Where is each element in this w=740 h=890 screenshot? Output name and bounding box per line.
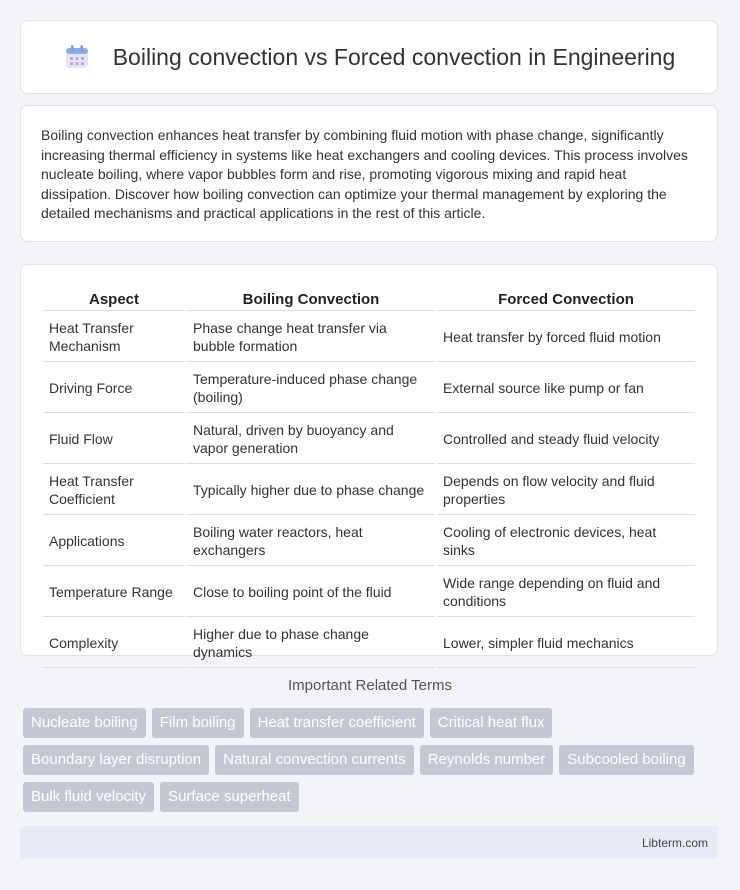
comparison-table [41, 285, 697, 670]
table-cell: Wide range depending on fluid and conditions [437, 568, 695, 617]
column-header: Forced Convection [437, 287, 695, 311]
table-cell: Phase change heat transfer via bubble formation [187, 313, 435, 362]
table-cell: Driving Force [43, 364, 185, 413]
header-card [20, 20, 718, 94]
related-term-tag[interactable]: Nucleate boiling [23, 708, 146, 738]
calendar-icon [63, 43, 91, 71]
intro-text: Boiling convection enhances heat transfer by combining fluid motion with phase change, significantly increasing thermal efficiency in systems like heat exchangers and cooling devices. This process involves nucleate boiling, where vapor bubbles form and rise, promoting vigorous mixing and rapid heat dissipation. Discover how boiling convection can optimize your thermal management by exploring the detailed mechanisms and practical applications in the rest of this article. [41, 127, 688, 221]
table-cell: Boiling water reactors, heat exchangers [187, 517, 435, 566]
footer-site-link[interactable]: Libterm.com [641, 835, 708, 850]
table-cell: Heat Transfer Coefficient [43, 466, 185, 515]
table-cell: Temperature-induced phase change (boiling) [187, 364, 435, 413]
table-cell: Heat Transfer Mechanism [43, 313, 185, 362]
table-cell: External source like pump or fan [437, 364, 695, 413]
table-row [43, 619, 695, 668]
table-cell: Complexity [43, 619, 185, 668]
table-cell: Depends on flow velocity and fluid properties [437, 466, 695, 515]
table-cell: Cooling of electronic devices, heat sinks [437, 517, 695, 566]
related-term-tag[interactable]: Bulk fluid velocity [23, 782, 154, 812]
table-cell: Typically higher due to phase change [187, 466, 435, 515]
table-cell: Controlled and steady fluid velocity [437, 415, 695, 464]
table-cell: Higher due to phase change dynamics [187, 619, 435, 668]
related-term-tag[interactable]: Boundary layer disruption [23, 745, 209, 775]
table-row [43, 364, 695, 413]
table-cell: Heat transfer by forced fluid motion [437, 313, 695, 362]
related-term-tag[interactable]: Film boiling [152, 708, 244, 738]
column-header: Aspect [43, 287, 185, 311]
table-cell: Applications [43, 517, 185, 566]
table-cell: Natural, driven by buoyancy and vapor generation [187, 415, 435, 464]
related-term-tag[interactable]: Subcooled boiling [559, 745, 693, 775]
related-term-tag[interactable]: Critical heat flux [430, 708, 553, 738]
page-title: Boiling convection vs Forced convection in Engineering [112, 43, 676, 70]
table-cell: Fluid Flow [43, 415, 185, 464]
table-row [43, 466, 695, 515]
related-term-tag[interactable]: Reynolds number [420, 745, 554, 775]
table-row [43, 517, 695, 566]
related-term-tag[interactable]: Heat transfer coefficient [250, 708, 424, 738]
table-row [43, 415, 695, 464]
table-header-row [43, 287, 695, 311]
table-row [43, 568, 695, 617]
comparison-table-card [20, 264, 718, 660]
related-term-tag[interactable]: Surface superheat [160, 782, 299, 812]
table-cell: Close to boiling point of the fluid [187, 568, 435, 617]
related-term-tag[interactable]: Natural convection currents [215, 745, 414, 775]
table-cell: Temperature Range [43, 568, 185, 617]
footer [20, 826, 718, 859]
related-terms-title: Important Related Terms [288, 677, 452, 694]
related-terms-list [23, 708, 703, 819]
table-row [43, 313, 695, 362]
table-cell: Lower, simpler fluid mechanics [437, 619, 695, 668]
intro-card [20, 105, 718, 242]
column-header: Boiling Convection [187, 287, 435, 311]
